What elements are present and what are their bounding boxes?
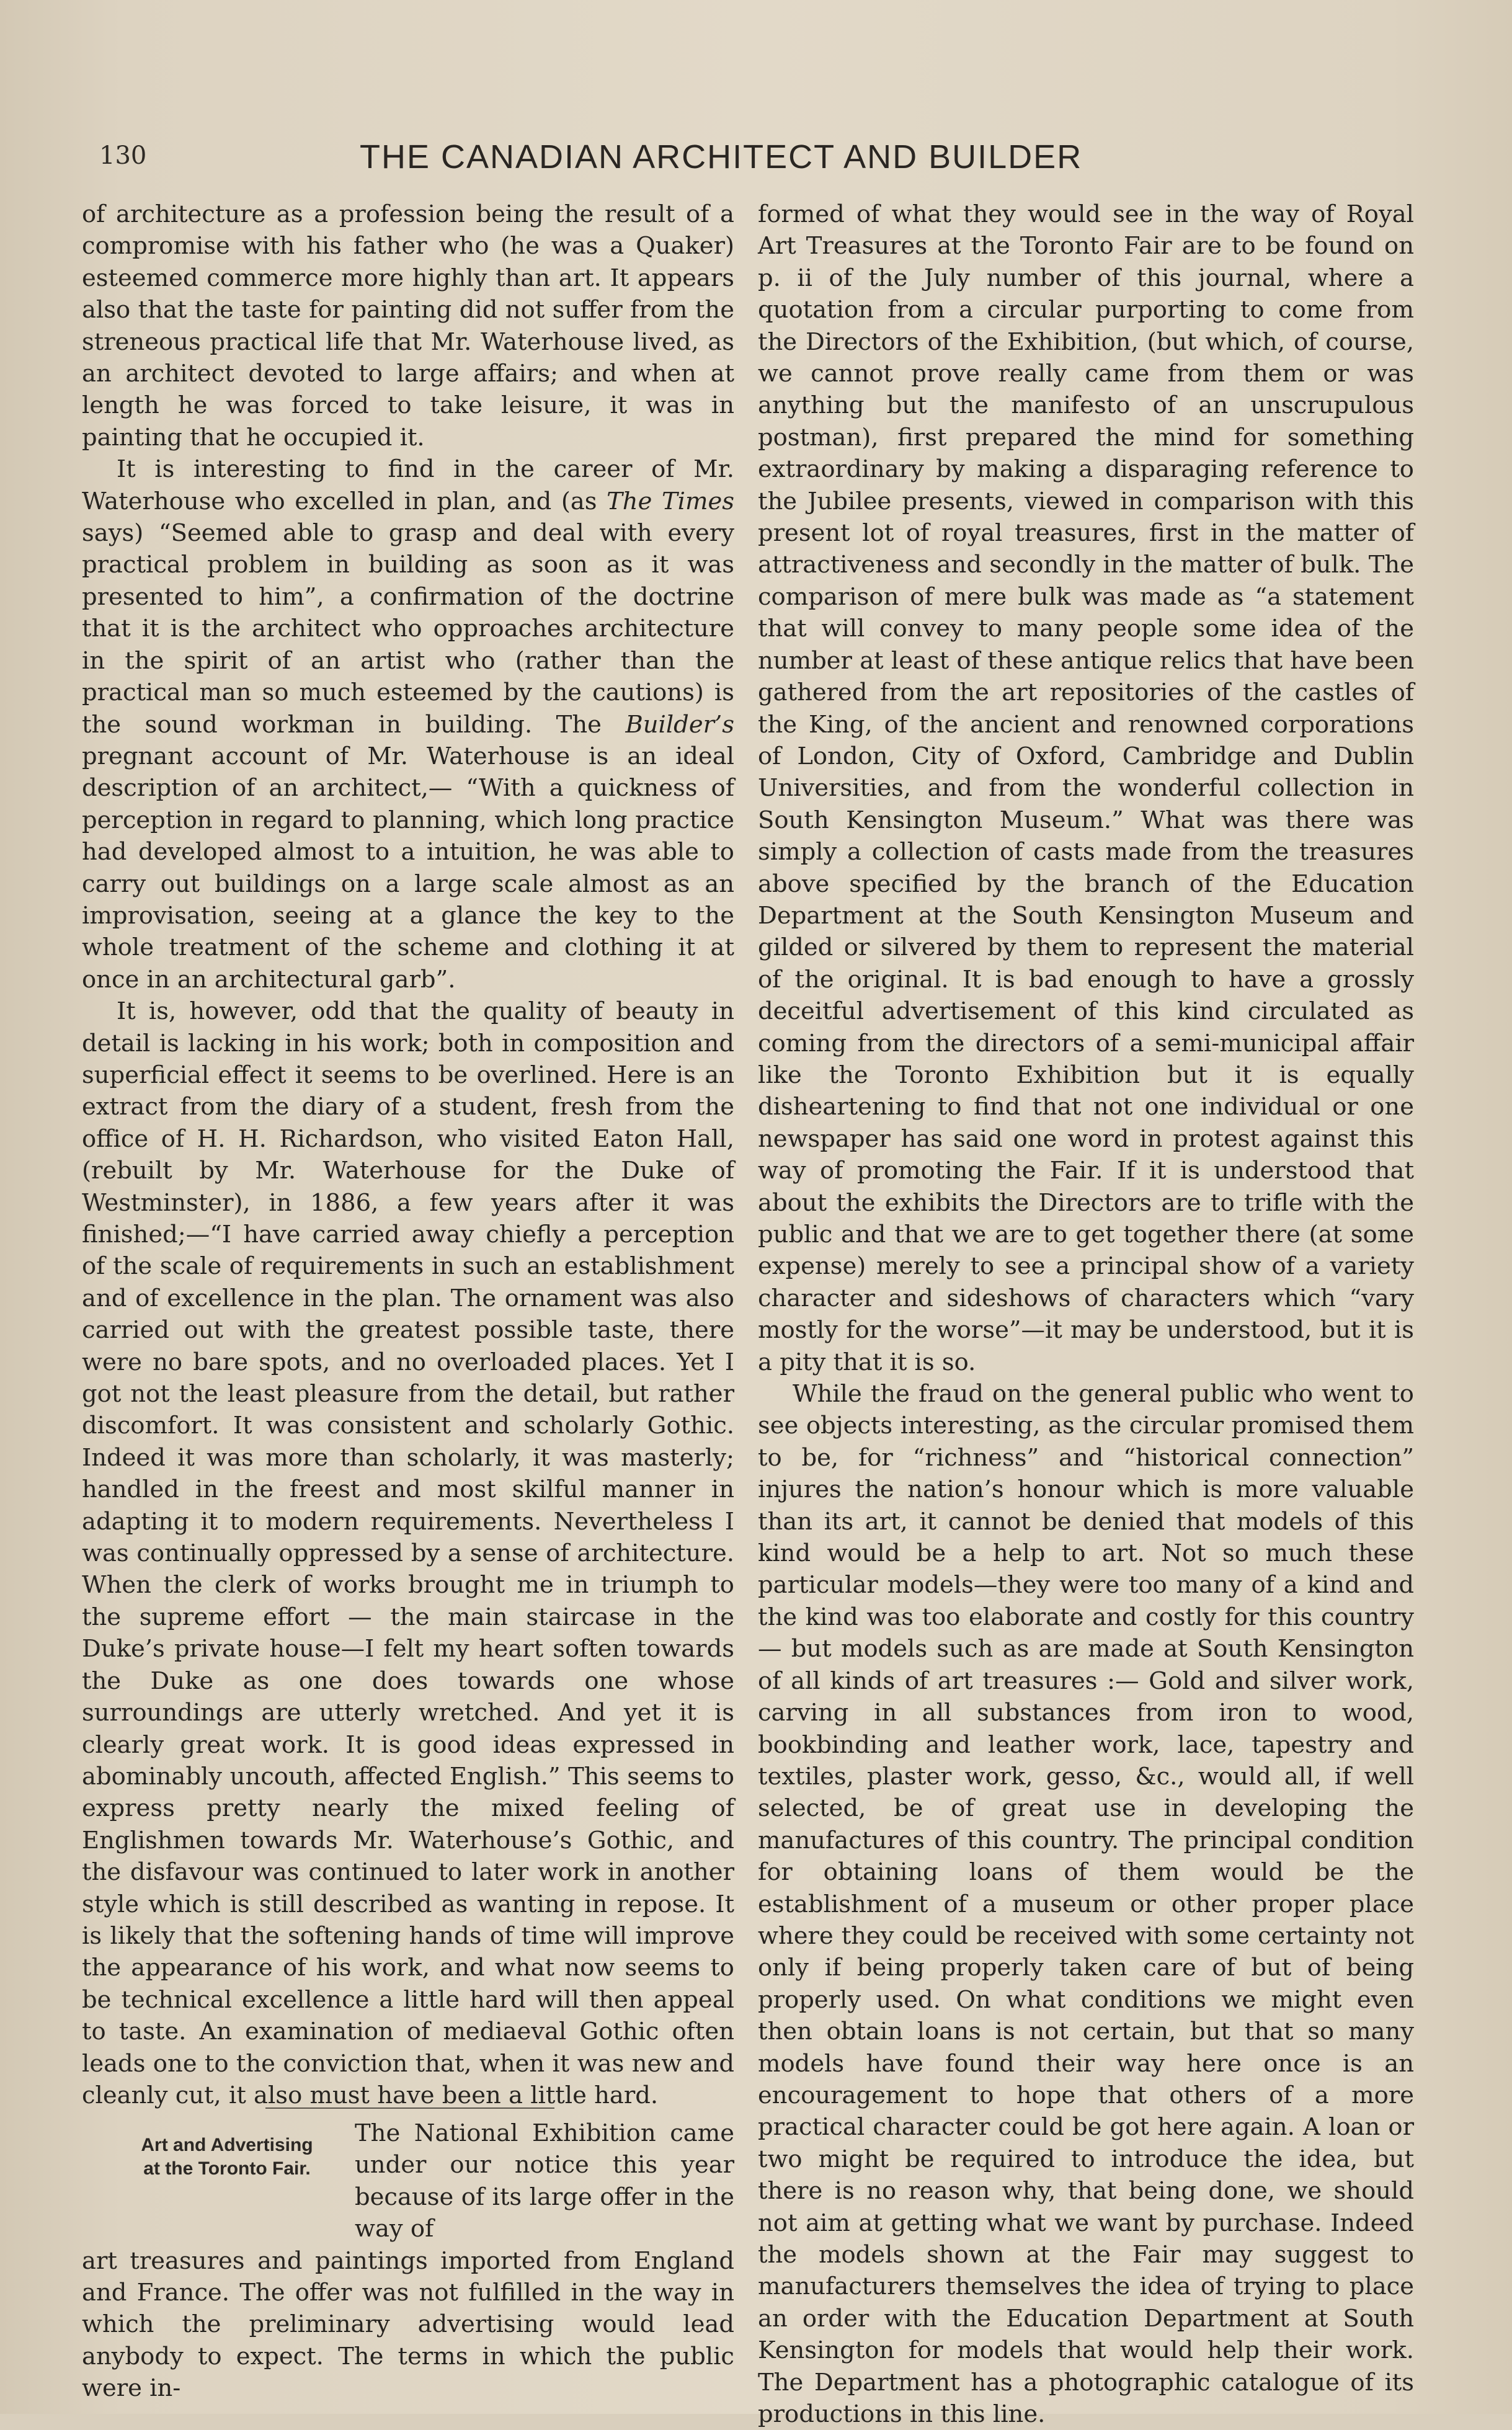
left-paragraph-2-part-a: It is interesting to find in the career of Mr. Waterhouse who excelled in plan, and (as xyxy=(82,455,734,515)
right-paragraph-2: While the fraud on the general public who went to see objects interesting, as the circular promised them to be, for “richness” and “historical connection” injures the nation’s honour which is more valuable than its art, it cannot be denied that models of this kind would be a help to art. Not so much these particular models—they were too many of a kind and the kind was too elaborate and costly for this country— but models such as are made at South Kensington of all kinds of art treasures :— Gold and silver work, carving in all substances from iron to wood, bookbinding and leather work, lace, tapestry and textiles, plaster work, gesso, &c., would all, if well selected, be of great use in developing the manufactures of this country. The principal condition for obtaining loans of them would be the establishment of a museum or other proper place where they could be received with some certainty not only if being properly taken care of but of being properly used. On what conditions we might even then obtain loans is not certain, but that so many models have found their way here once is an encouragement to hope that others of a more practical character could be got here again. A loan or two might be required to introduce the idea, but there is no reason why, that being done, we should not aim at getting what we want by purchase. Indeed the models shown at the Fair may suggest to manufacturers themselves the idea of trying to place an order with the Education Department at South Kensington for models that would help their work. The Department has a photographic catalogue of its productions in this line. xyxy=(758,1380,1414,2429)
left-column xyxy=(82,198,734,2111)
section-divider xyxy=(265,2107,554,2109)
side-heading-line-2: at the Toronto Fair. xyxy=(143,2158,311,2179)
right-column xyxy=(758,198,1414,2430)
side-heading-line-1: Art and Advertising xyxy=(141,2135,313,2155)
times-italic: The Times xyxy=(607,487,734,515)
page-number: 130 xyxy=(99,141,147,170)
running-head-title: THE CANADIAN ARCHITECT AND BUILDER xyxy=(360,138,1083,176)
builder-italic: Builder’s xyxy=(625,710,734,739)
left-paragraph-2-part-b: says) “Seemed able to grasp and deal with every practical problem in building as soon as it was presented to him”, a confirmation of the doctrine that it is the architect who opproaches architecture in the spirit of an artist who (rather than the practical man so much esteemed by the cautions) is the sound workman in building. The xyxy=(82,519,734,739)
section-paragraph-rest: art treasures and paintings imported from England and France. The offer was not fulfilled in the way in which the preliminary advertising would lead anybody to expect. The terms in which the public were in- xyxy=(82,2246,734,2403)
left-paragraph-2-part-c: pregnant account of Mr. Waterhouse is an ideal description of an architect,— “With a quickness of perception in regard to planning, which long practice had developed almost to a intuition, he was able to carry out buildings on a large scale almost as an improvisation, seeing at a glance the key to the whole treatment of the scheme and clothing it at once in an architectural garb”. xyxy=(82,742,734,994)
left-paragraph-2 xyxy=(82,453,734,995)
section-paragraph xyxy=(82,2117,734,2405)
section-paragraph-lead: The National Exhibition came under our notice this year because of its large offer in the way of xyxy=(355,2119,734,2243)
left-paragraph-3: It is, however, odd that the quality of beauty in detail is lacking in his work; both in composition and superficial effect it seems to be overlined. Here is an extract from the diary of a student, fresh from the office of H. H. Richardson, who visited Eaton Hall, (rebuilt by Mr. Waterhouse for the Duke of Westminster), in 1886, a few years after it was finished;—“I have carried away chiefly a perception of the scale of requirements in such an establishment and of excellence in the plan. The ornament was also carried out with the greatest possible taste, there were no bare spots, and no overloaded places. Yet I got not the least pleasure from the detail, but rather discomfort. It was consistent and scholarly Gothic. Indeed it was more than scholarly, it was masterly; handled in the freest and most skilful manner in adapting it to modern requirements. Nevertheless I was continually oppressed by a sense of architecture. When the clerk of works brought me in triumph to the supreme effort — the main staircase in the Duke’s private house—I felt my heart soften towards the Duke as one does towards one whose surroundings are utterly wretched. And yet it is clearly great work. It is good ideas expressed in abominably uncouth, affected English.” This seems to express pretty nearly the mixed feeling of Englishmen towards Mr. Waterhouse’s Gothic, and the disfavour was continued to later work in another style which is still described as wanting in repose. It is likely that the softening hands of time will improve the appearance of his work, and what now seems to be technical excellence a little hard will then appeal to taste. An examination of mediaeval Gothic often leads one to the conviction that, when it was new and cleanly cut, it also must have been a little hard. xyxy=(82,997,734,2109)
left-paragraph-1: of architecture as a profession being the result of a compromise with his father who (he was a Quaker) esteemed commerce more highly than art. It appears also that the taste for painting did not suffer from the streneous practical life that Mr. Waterhouse lived, as an architect devoted to large affairs; and when at length he was forced to take leisure, it was in painting that he occupied it. xyxy=(82,200,734,452)
right-paragraph-1: formed of what they would see in the way of Royal Art Treasures at the Toronto Fair are to be found on p. ii of the July number of this journal, where a quotation from a circular purporting to come from the Directors of the Exhibition, (but which, of course, we cannot prove really came from them or was anything but the manifesto of an unscrupulous postman), first prepared the mind for something extraordinary by making a disparaging reference to the Jubilee presents, viewed in comparison with this present lot of royal treasures, first in the matter of attractiveness and secondly in the matter of bulk. The comparison of mere bulk was made as “a statement that will convey to many people some idea of the number at least of these antique relics that have been gathered from the art repositories of the castles of the King, of the ancient and renowned corporations of London, City of Oxford, Cambridge and Dublin Universities, and from the wonderful collection in South Kensington Museum.” What was there was simply a collection of casts made from the treasures above specified by the branch of the Education Department at the South Kensington Museum and gilded or silvered by them to represent the material of the original. It is bad enough to have a grossly deceitful advertisement of this kind circulated as coming from the directors of a semi-municipal affair like the Toronto Exhibition but it is equally disheartening to find that not one individual or one newspaper has said one word in protest against this way of promoting the Fair. If it is understood that about the exhibits the Directors are to trifle with the public and that we are to get together there (at some expense) merely to see a principal show of a variety character and sideshows of characters which “vary mostly for the worse”—it may be understood, but it is a pity that it is so. xyxy=(758,200,1414,1376)
